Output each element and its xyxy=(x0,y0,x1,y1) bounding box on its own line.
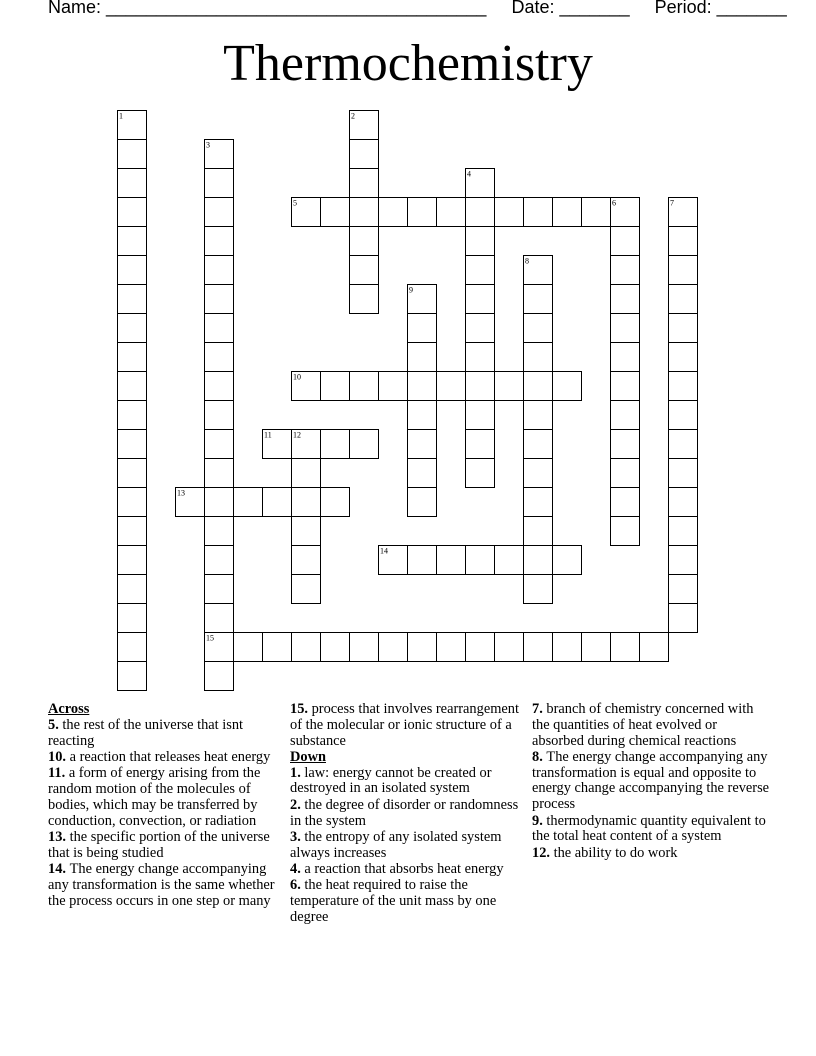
grid-cell[interactable] xyxy=(466,285,495,314)
grid-cell[interactable] xyxy=(437,372,466,401)
grid-cell[interactable] xyxy=(611,343,640,372)
grid-cell[interactable] xyxy=(379,198,408,227)
clue-column-1 xyxy=(48,702,282,910)
grid-cell[interactable] xyxy=(495,198,524,227)
grid-cell[interactable] xyxy=(205,401,234,430)
clue-column-2 xyxy=(290,702,524,926)
grid-cell[interactable] xyxy=(205,604,234,633)
clue-across-11: 11 . a form of energy arising from the random motion of the molecules of bodies, which may be transferred by conduction, convection, or radiation xyxy=(48,766,282,829)
grid-cell[interactable] xyxy=(350,227,379,256)
grid-cell[interactable] xyxy=(669,227,698,256)
grid-cell[interactable] xyxy=(379,372,408,401)
grid-cell[interactable] xyxy=(582,198,611,227)
grid-cell[interactable] xyxy=(205,256,234,285)
grid-cell[interactable] xyxy=(350,256,379,285)
grid-cell[interactable] xyxy=(408,372,437,401)
grid-cell[interactable] xyxy=(408,343,437,372)
grid-cell[interactable] xyxy=(582,633,611,662)
grid-cell[interactable] xyxy=(292,488,321,517)
clue-column-3 xyxy=(532,702,772,862)
grid-cell[interactable] xyxy=(321,372,350,401)
grid-cell[interactable] xyxy=(437,633,466,662)
grid-cell[interactable] xyxy=(118,546,147,575)
grid-cell[interactable] xyxy=(524,546,553,575)
grid-cell[interactable] xyxy=(408,633,437,662)
grid-cell[interactable] xyxy=(553,546,582,575)
grid-cell[interactable] xyxy=(408,488,437,517)
grid-cell[interactable] xyxy=(466,314,495,343)
grid-cell[interactable] xyxy=(640,633,669,662)
clue-number-12: 12 xyxy=(293,430,301,440)
clue-number-5: 5 xyxy=(293,198,297,208)
grid-cell[interactable] xyxy=(466,633,495,662)
grid-cell[interactable] xyxy=(205,430,234,459)
clue-down-12: 12 . the ability to do work xyxy=(532,846,772,862)
grid-cell[interactable] xyxy=(205,459,234,488)
grid-cell[interactable] xyxy=(350,430,379,459)
grid-cell[interactable] xyxy=(205,314,234,343)
grid-cell[interactable] xyxy=(466,227,495,256)
grid-cell[interactable] xyxy=(611,430,640,459)
grid-cell[interactable] xyxy=(466,198,495,227)
grid-cell[interactable] xyxy=(321,633,350,662)
grid-cell[interactable] xyxy=(263,633,292,662)
grid-cell[interactable] xyxy=(118,488,147,517)
clue-number-2: 2 xyxy=(351,111,355,121)
grid-cell[interactable] xyxy=(118,459,147,488)
grid-cell[interactable] xyxy=(118,430,147,459)
clue-down-9: 9 . thermodynamic quantity equivalent to the total heat content of a system xyxy=(532,814,772,846)
grid-cell[interactable] xyxy=(205,285,234,314)
grid-cell[interactable] xyxy=(524,575,553,604)
grid-cell[interactable] xyxy=(321,198,350,227)
grid-cell[interactable] xyxy=(292,459,321,488)
grid-cell[interactable] xyxy=(611,285,640,314)
clue-number-6: 6 xyxy=(612,198,616,208)
grid-cell[interactable] xyxy=(669,459,698,488)
clue-number-1: 1 xyxy=(119,111,123,121)
grid-cell[interactable] xyxy=(292,575,321,604)
grid-cell[interactable] xyxy=(118,633,147,662)
grid-cell[interactable] xyxy=(495,546,524,575)
clue-number-7: 7 xyxy=(670,198,674,208)
clue-down-2: 2 . the degree of disorder or randomness in the system xyxy=(290,798,524,830)
grid-cell[interactable] xyxy=(466,343,495,372)
grid-cell[interactable] xyxy=(205,372,234,401)
grid-cell[interactable] xyxy=(611,256,640,285)
grid-cell[interactable] xyxy=(669,430,698,459)
grid-cell[interactable] xyxy=(234,488,263,517)
grid-cell[interactable] xyxy=(292,517,321,546)
grid-cell[interactable] xyxy=(437,546,466,575)
grid-cell[interactable] xyxy=(669,343,698,372)
clue-number-9: 9 xyxy=(409,285,413,295)
across-heading: Across xyxy=(48,701,90,717)
grid-cell[interactable] xyxy=(466,401,495,430)
down-heading: Down xyxy=(290,748,326,765)
grid-cell[interactable] xyxy=(408,459,437,488)
grid-cell[interactable] xyxy=(408,430,437,459)
grid-cell[interactable] xyxy=(524,488,553,517)
grid-cell[interactable] xyxy=(524,285,553,314)
grid-cell[interactable] xyxy=(118,256,147,285)
grid-cell[interactable] xyxy=(669,285,698,314)
grid-cell[interactable] xyxy=(408,314,437,343)
grid-cell[interactable] xyxy=(669,256,698,285)
grid-cell[interactable] xyxy=(408,198,437,227)
grid-cell[interactable] xyxy=(205,662,234,691)
grid-cell[interactable] xyxy=(263,488,292,517)
grid-cell[interactable] xyxy=(379,633,408,662)
grid-cell[interactable] xyxy=(205,517,234,546)
grid-cell[interactable] xyxy=(350,285,379,314)
grid-cell[interactable] xyxy=(524,372,553,401)
grid-cell[interactable] xyxy=(118,227,147,256)
grid-cell[interactable] xyxy=(524,343,553,372)
grid-cell[interactable] xyxy=(205,227,234,256)
grid-cell[interactable] xyxy=(118,169,147,198)
grid-cell[interactable] xyxy=(611,459,640,488)
clue-number-3: 3 xyxy=(206,140,210,150)
grid-cell[interactable] xyxy=(118,140,147,169)
grid-cell[interactable] xyxy=(408,401,437,430)
grid-cell[interactable] xyxy=(669,575,698,604)
grid-cell[interactable] xyxy=(669,314,698,343)
grid-cell[interactable] xyxy=(205,546,234,575)
grid-cell[interactable] xyxy=(669,488,698,517)
clue-number-8: 8 xyxy=(525,256,529,266)
grid-cell[interactable] xyxy=(466,459,495,488)
grid-cell[interactable] xyxy=(118,285,147,314)
date-blank[interactable]: _______ xyxy=(559,0,630,17)
clue-down-8: 8 . The energy change accompanying any transformation is equal and opposite to energy change accompanying the reverse process xyxy=(532,750,772,813)
grid-cell[interactable] xyxy=(234,633,263,662)
clue-number-15: 15 xyxy=(206,633,214,643)
name-label: Name: xyxy=(48,0,102,17)
clue-down-6: 6 . the heat required to raise the temperature of the unit mass by one degree xyxy=(290,878,524,925)
grid-cell[interactable] xyxy=(466,546,495,575)
grid-cell[interactable] xyxy=(350,198,379,227)
grid-cell[interactable] xyxy=(350,169,379,198)
grid-cell[interactable] xyxy=(118,517,147,546)
grid-cell[interactable] xyxy=(611,227,640,256)
grid-cell[interactable] xyxy=(466,256,495,285)
grid-cell[interactable] xyxy=(205,575,234,604)
grid-cell[interactable] xyxy=(321,430,350,459)
grid-cell[interactable] xyxy=(321,488,350,517)
grid-cell[interactable] xyxy=(669,517,698,546)
grid-cell[interactable] xyxy=(553,633,582,662)
clue-across-13: 13 . the specific portion of the universe that is being studied xyxy=(48,830,282,862)
grid-cell[interactable] xyxy=(118,575,147,604)
grid-cell[interactable] xyxy=(408,546,437,575)
grid-cell[interactable] xyxy=(611,633,640,662)
clue-number-14: 14 xyxy=(380,546,388,556)
clue-across-15: 15 . process that involves rearrangement of the molecular or ionic structure of a substance xyxy=(290,702,524,749)
grid-cell[interactable] xyxy=(524,314,553,343)
grid-cell[interactable] xyxy=(524,459,553,488)
grid-cell[interactable] xyxy=(118,314,147,343)
grid-cell[interactable] xyxy=(205,488,234,517)
grid-cell[interactable] xyxy=(611,401,640,430)
grid-cell[interactable] xyxy=(524,633,553,662)
page-title: Thermochemistry xyxy=(223,35,593,92)
grid-cell[interactable] xyxy=(205,169,234,198)
grid-cell[interactable] xyxy=(669,546,698,575)
grid-cell[interactable] xyxy=(524,198,553,227)
grid-cell[interactable] xyxy=(118,401,147,430)
date-label: Date: xyxy=(511,0,555,17)
grid-cell[interactable] xyxy=(524,401,553,430)
grid-cell[interactable] xyxy=(292,633,321,662)
grid-cell[interactable] xyxy=(205,343,234,372)
name-blank[interactable]: ______________________________________ xyxy=(106,0,487,17)
grid-cell[interactable] xyxy=(495,633,524,662)
clue-down-1: 1 . law: energy cannot be created or destroyed in an isolated system xyxy=(290,766,524,798)
grid-cell[interactable] xyxy=(553,198,582,227)
clue-down-3: 3 . the entropy of any isolated system always increases xyxy=(290,830,524,862)
grid-cell[interactable] xyxy=(118,198,147,227)
clue-number-10: 10 xyxy=(293,372,301,382)
clue-down-7: 7 . branch of chemistry concerned with the quantities of heat evolved or absorbed during chemical reactions xyxy=(532,702,772,749)
grid-cell[interactable] xyxy=(524,430,553,459)
grid-cell[interactable] xyxy=(205,198,234,227)
grid-cell[interactable] xyxy=(350,372,379,401)
grid-cell[interactable] xyxy=(350,633,379,662)
clue-down-4: 4 . a reaction that absorbs heat energy xyxy=(290,862,524,878)
grid-cell[interactable] xyxy=(611,488,640,517)
clue-number-13: 13 xyxy=(177,488,185,498)
grid-cell[interactable] xyxy=(350,140,379,169)
clue-number-4: 4 xyxy=(467,169,471,179)
grid-cell[interactable] xyxy=(611,517,640,546)
grid-cell[interactable] xyxy=(611,372,640,401)
grid-cell[interactable] xyxy=(553,372,582,401)
grid-cell[interactable] xyxy=(118,604,147,633)
grid-cell[interactable] xyxy=(524,517,553,546)
grid-cell[interactable] xyxy=(118,372,147,401)
clue-across-14: 14 . The energy change accompanying any transformation is the same whether the process occurs in one step or many xyxy=(48,862,282,909)
grid-cell[interactable] xyxy=(669,372,698,401)
period-label: Period: xyxy=(654,0,712,17)
grid-cell[interactable] xyxy=(466,372,495,401)
period-blank[interactable]: _______ xyxy=(716,0,787,17)
grid-cell[interactable] xyxy=(118,662,147,691)
grid-cell[interactable] xyxy=(611,314,640,343)
clue-across-10: 10 . a reaction that releases heat energy xyxy=(48,750,282,766)
grid-cell[interactable] xyxy=(495,372,524,401)
grid-cell[interactable] xyxy=(118,343,147,372)
grid-cell[interactable] xyxy=(437,198,466,227)
grid-cell[interactable] xyxy=(292,546,321,575)
grid-cell[interactable] xyxy=(669,401,698,430)
clue-across-5: 5 . the rest of the universe that isnt reacting xyxy=(48,718,282,750)
grid-cell[interactable] xyxy=(669,604,698,633)
clue-number-11: 11 xyxy=(264,430,272,440)
grid-cell[interactable] xyxy=(466,430,495,459)
